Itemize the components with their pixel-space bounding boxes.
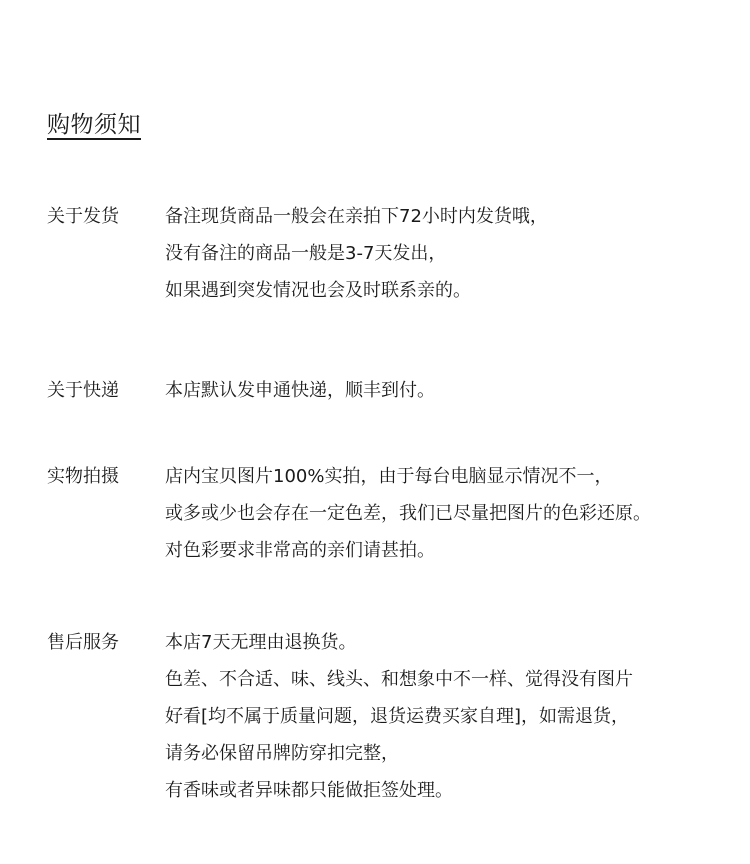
section-label: 售后服务 <box>47 632 119 653</box>
section-content <box>165 458 745 569</box>
content-line: 有香味或者异味都只能做拒签处理。 <box>165 780 453 801</box>
section-label: 关于发货 <box>47 206 119 227</box>
page-title: 购物须知 <box>47 112 141 138</box>
content-line: 请务必保留吊牌防穿扣完整， <box>165 743 399 764</box>
content-line: 没有备注的商品一般是3-7天发出， <box>165 243 447 264</box>
section-label: 实物拍摄 <box>47 466 119 487</box>
content-line: 本店默认发申通快递，顺丰到付。 <box>165 380 435 401</box>
section-content <box>165 372 745 409</box>
content-line: 本店7天无理由退换货。 <box>165 632 357 653</box>
content-line: 或多或少也会存在一定色差，我们已尽量把图片的色彩还原。 <box>165 503 651 524</box>
content-line: 好看[均不属于质量问题，退货运费买家自理]，如需退货， <box>165 706 630 727</box>
content-line: 色差、不合适、味、线头、和想象中不一样、觉得没有图片 <box>165 669 633 690</box>
section-content <box>165 198 745 309</box>
content-line: 如果遇到突发情况也会及时联系亲的。 <box>165 280 471 301</box>
section-content <box>165 624 745 809</box>
content-line: 备注现货商品一般会在亲拍下72小时内发货哦， <box>165 206 548 227</box>
content-line: 对色彩要求非常高的亲们请甚拍。 <box>165 540 435 561</box>
content-line: 店内宝贝图片100%实拍，由于每台电脑显示情况不一， <box>165 466 613 487</box>
section-label: 关于快递 <box>47 380 119 401</box>
